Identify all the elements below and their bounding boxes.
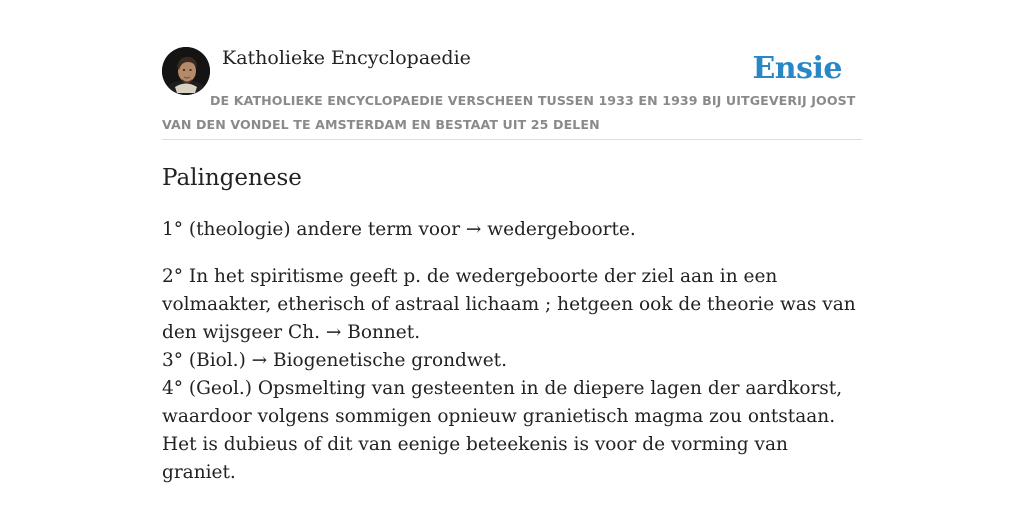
source-description: DE KATHOLIEKE ENCYCLOPAEDIE VERSCHEEN TUSSEN 1933 EN 1939 BIJ UITGEVERIJ JOOST VAN DEN VONDEL TE AMSTERDAM EN BESTAAT UIT 25 DELEN: [162, 93, 856, 132]
brand-logo[interactable]: Ensie: [752, 51, 842, 86]
source-avatar[interactable]: [162, 47, 210, 95]
source-title[interactable]: Katholieke Encyclopaedie: [222, 47, 471, 69]
definition-line: 2° In het spiritisme geeft p. de wedergeboorte der ziel aan in een volmaakter, etherisch of astraal lichaam ; hetgeen ook de theorie was van den wijsgeer Ch. → Bonnet.: [162, 266, 856, 343]
definition-line: 3° (Biol.) → Biogenetische grondwet.: [162, 350, 507, 371]
entry-headword: Palingenese: [162, 165, 302, 191]
header-divider: [162, 139, 862, 140]
entry-definition: [162, 216, 862, 487]
portrait-icon: [162, 47, 210, 95]
definition-line: 1° (theologie) andere term voor → wedergeboorte.: [162, 219, 636, 240]
definition-line: 4° (Geol.) Opsmelting van gesteenten in de diepere lagen der aardkorst, waardoor volgens sommigen opnieuw granietisch magma zou ontstaan. Het is dubieus of dit van eenige beteekenis is voor de vorming van graniet.: [162, 378, 843, 483]
